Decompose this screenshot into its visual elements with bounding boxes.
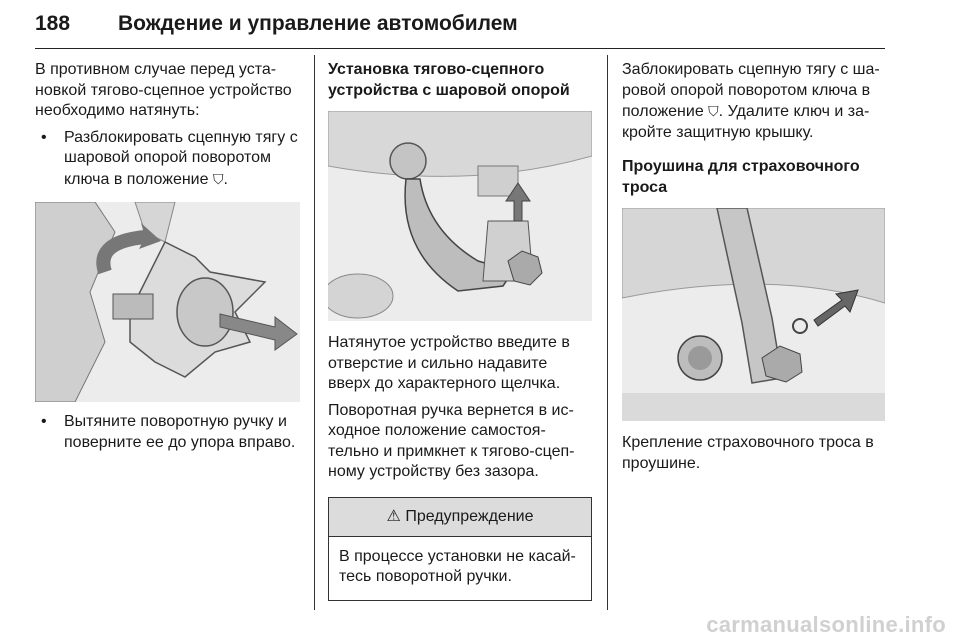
column-right	[622, 60, 885, 474]
section-heading: Проушина для страховочного троса	[622, 158, 860, 196]
section-heading: Установка тягово-сцепного устройства с шаровой опорой	[328, 61, 570, 99]
intro-paragraph: В противном случае перед уста-новкой тягово-сцепное устройство необходимо натянуть:	[35, 61, 292, 119]
lock-key-icon: ⛉	[212, 170, 224, 187]
watermark: carmanualsonline.info	[706, 612, 946, 637]
page-number: 188	[35, 12, 71, 35]
column-divider	[607, 55, 608, 610]
towbar-illustration	[328, 111, 592, 321]
paragraph: Натянутое устройство введите в отверстие и сильно надавите вверх до характерного щелчка.	[328, 334, 570, 392]
paragraph: Поворотная ручка вернется в ис-ходное положение самостоя-тельно и примкнет к тягово-сцеп-ному устройству без зазора.	[328, 401, 575, 480]
warning-box	[328, 497, 592, 601]
bullet-icon: •	[41, 413, 47, 430]
page-title: Вождение и управление автомобилем	[118, 12, 518, 35]
warning-text: В процессе установки не касай-тесь поворотной ручки.	[339, 547, 576, 585]
paragraph-end: . Удалите ключ и за-кройте защитную крышку.	[622, 103, 870, 141]
paragraph-start: Заблокировать сцепную тягу с ша-ровой опорой поворотом ключа в положение	[622, 61, 880, 120]
bullet-item	[35, 128, 300, 191]
lock-key-icon: ⛉	[708, 103, 719, 119]
bullet-icon: •	[41, 128, 47, 146]
column-middle	[328, 60, 592, 601]
column-left	[35, 60, 300, 453]
paragraph	[622, 60, 885, 143]
warning-title: Предупреждение	[405, 507, 534, 525]
column-divider	[314, 55, 315, 610]
warning-header	[329, 498, 591, 537]
page-header	[35, 8, 885, 49]
warning-icon: ⚠	[386, 507, 401, 525]
bullet-item	[35, 412, 300, 453]
bullet-text-end: .	[223, 170, 228, 188]
figure-caption: Крепление страховочного троса в проушине.	[622, 434, 874, 472]
safety-eye-illustration	[622, 208, 885, 421]
bullet-text: Вытяните поворотную ручку и поверните ее до упора вправо.	[64, 413, 296, 451]
knob-illustration	[35, 202, 300, 402]
bullet-text: Разблокировать сцепную тягу с шаровой опорой поворотом ключа в положение	[64, 128, 298, 188]
